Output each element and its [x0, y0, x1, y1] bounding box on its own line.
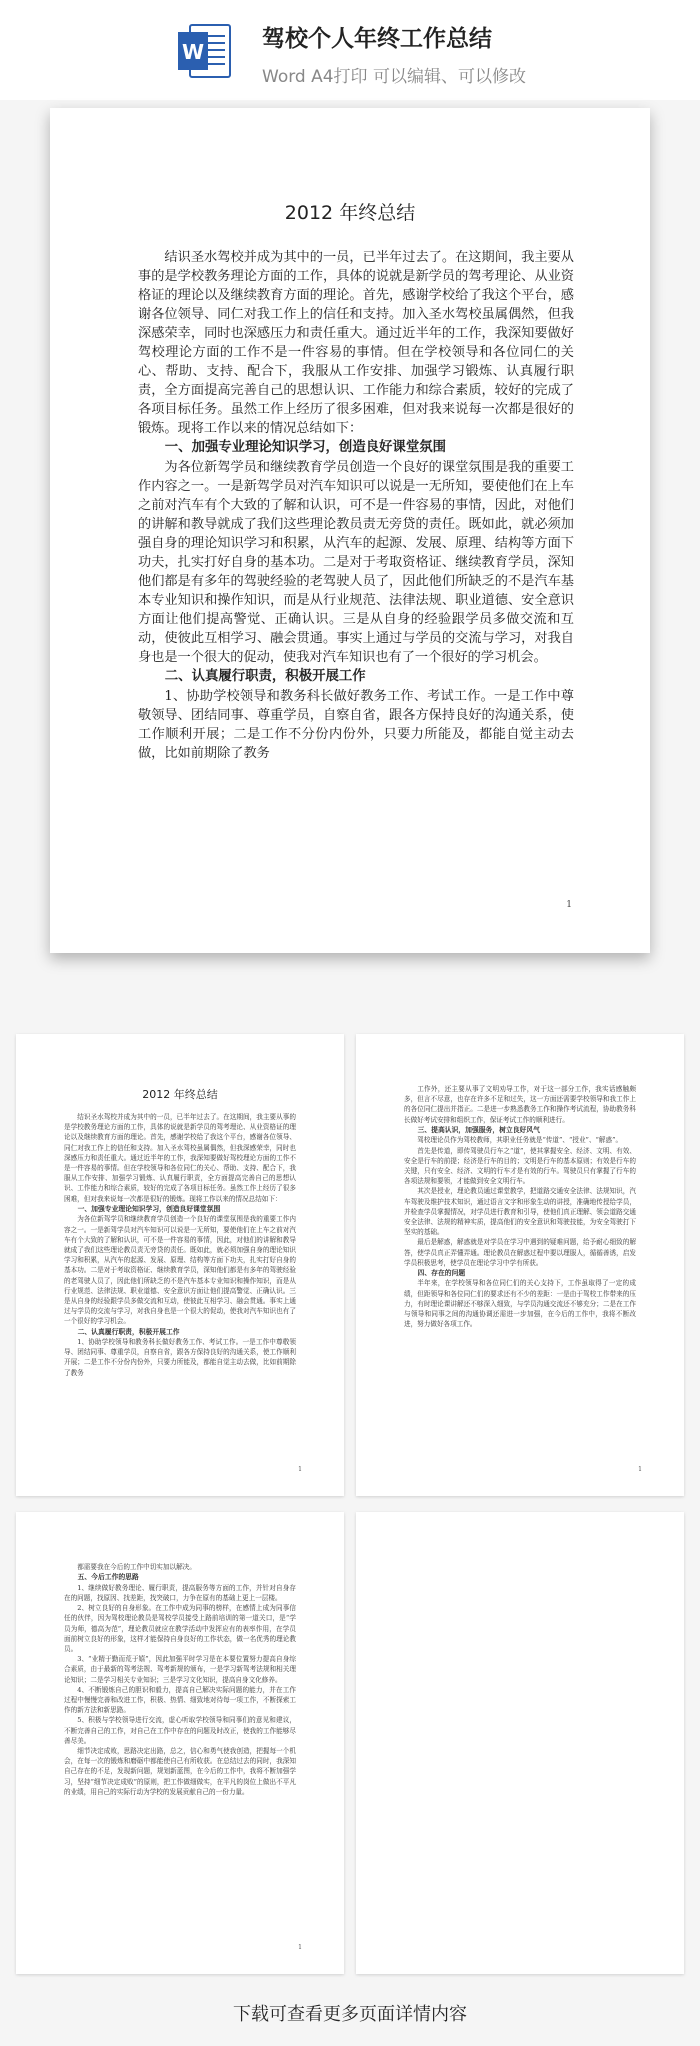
- section-heading: 一、加强专业理论知识学习，创造良好课堂氛围: [164, 440, 446, 455]
- thumbnail-section-heading: 五、今后工作的思路: [77, 1573, 139, 1582]
- document-title: 驾校个人年终工作总结: [262, 26, 492, 52]
- page-heading: 2012 年终总结: [284, 202, 416, 224]
- thumbnail-paragraph: 最后是解惑，解惑就是对学员在学习中遇到的疑难问题，给予耐心细致的解答，使学员真正弄懂弄通。理论教员在解惑过程中要以理服人，循循善诱，启发学员积极思考，使学员在理论学习中学有所获。: [404, 1238, 636, 1267]
- thumbnail-paragraph: 首先是传道，即传驾驶员行车之“道”，使其掌握安全、经济、文明、有效、安全是行车的前提；经济是行车的目的；文明是行车的基本原则；有效是行车的关键，只有安全、经济、文明的行车才是有效的行车。驾驶员只有掌握了行车的各项法规和要领，才能做到安全文明行车。: [404, 1146, 636, 1186]
- page-header: [0, 0, 700, 100]
- thumbnail-paragraph: 1、继续做好教务理论、履行职责，提高服务等方面的工作，并针对自身存在的问题，找原因、找差距，找突破口，力争在原有的基础上更上一层楼。: [64, 1583, 296, 1602]
- download-more-link[interactable]: 下载可查看更多页面详情内容: [233, 2004, 467, 2025]
- document-preview-page: [50, 108, 650, 953]
- intro-paragraph: 结识圣水驾校并成为其中的一员，已半年过去了。在这期间，我主要从事的是学校教务理论方面的工作，具体的说就是新学员的驾考理论、从业资格证的理论以及继续教育方面的理论。首先，感谢学校给了我这个平台，感谢各位领导、同仁对我工作上的信任和支持。加入圣水驾校虽属偶然，但我深感荣幸，同时也深感压力和责任重大。通过近半年的工作，我深知要做好驾校理论方面的工作不是一件容易的事情。但在学校领导和各位同仁的关心、帮助、支持、配合下，我服从工作安排、加强学习锻炼、认真履行职责，全方面提高完善自己的思想认识、工作能力和综合素质，较好的完成了各项目标任务。虽然工作上经历了很多困难，但对我来说每一次都是很好的锻炼。现将工作以来的情况总结如下：: [138, 250, 574, 436]
- thumbnail-paragraph: 细节决定成败，思路决定出路，总之，信心和勇气使我创造，把握每一个机会，在每一次的锻炼和磨砺中都能使自己有所收获。在总结过去的同时，我深知自己存在的不足，发现新问题，规划新蓝图，在今后的工作中，我将不断加强学习，坚持“细节决定成败”的原则，把工作做细做实，在平凡的岗位上做出不平凡的业绩，用自己的实际行动为学校的发展贡献自己的一份力量。: [64, 1746, 296, 1796]
- page-body: [138, 248, 574, 763]
- thumbnail-body: [64, 1562, 296, 1797]
- thumbnail-paragraph: 工作外，还主要从事了文明劝导工作，对于这一部分工作，我实话感触颇多，但言不尽意，也存在许多不足和过失，这一方面还需要学校领导和我工作上的各位同仁提出并指正。二是进一步熟悉教务工作和操作考试流程，协助教务科长做好考试安排和组织工作，保证考试工作的顺利进行。: [404, 1085, 636, 1124]
- page-thumbnail-4[interactable]: [356, 1512, 684, 1974]
- thumbnail-paragraph: 半年来，在学校领导和各位同仁们的关心支持下，工作虽取得了一定的成绩，但距领导和各位同仁们的要求还有不少的差距：一是由于驾校工作带来的压力，有时理论课讲解还不够深入细致，与学员沟通交流还不够充分；二是在工作与领导和同事之间的沟通协调还需进一步加强，在今后的工作中，我将不断改进，努力做好各项工作。: [404, 1279, 636, 1329]
- page-thumbnail-1[interactable]: [16, 1034, 344, 1496]
- thumbnail-paragraph: 为各位新驾学员和继续教育学员创造一个良好的课堂氛围是我的重要工作内容之一。一是新驾学员对汽车知识可以说是一无所知，要使他们在上车之前对汽车有个大致的了解和认识，可不是一件容易的事情，因此，对他们的讲解和教导就成了我们这些理论教员责无旁贷的责任。既如此，就必须加强自身的理论知识学习和积累，从汽车的起源、发展、原理、结构等方面下功夫，扎实打好自身的基本功。二是对于考取资格证、继续教育学员，深知他们都是有多年的驾驶经验的老驾驶人员了，因此他们所缺乏的不是汽车基本专业知识和操作知识，而是从行业规范、法律法规、职业道德、安全意识方面让他们提高警觉、正确认识。三是从自身的经验跟学员多做交流和互动，使彼此互相学习、融会贯通。事实上通过与学员的交流与学习，对我自身也是一个很大的促动，使我对汽车知识也有了一个很好的学习机会。: [64, 1215, 296, 1326]
- section-heading: 二、认真履行职责，积极开展工作: [164, 669, 366, 684]
- body-paragraph: 为各位新驾学员和继续教育学员创造一个良好的课堂氛围是我的重要工作内容之一。一是新驾学员对汽车知识可以说是一无所知，要使他们在上车之前对汽车有个大致的了解和认识，可不是一件容易的事情，因此，对他们的讲解和教导就成了我们这些理论教员责无旁贷的责任。既如此，就必须加强自身的理论知识学习和积累，从汽车的起源、发展、原理、结构等方面下功夫，扎实打好自身的基本功。二是对于考取资格证、继续教育学员，深知他们都是有多年的驾驶经验的老驾驶人员了，因此他们所缺乏的不是汽车基本专业知识和操作知识，而是从行业规范、法律法规、职业道德、安全意识方面让他们提高警觉、正确认识。三是从自身的经验跟学员多做交流和互动，使彼此互相学习、融会贯通。事实上通过与学员的交流与学习，对我自身也是一个很大的促动，使我对汽车知识也有了一个很好的学习机会。: [138, 460, 574, 665]
- thumbnail-paragraph: 其次是授业，理论教员通过课堂教学，把道路交通安全法律、法规知识，汽车驾驶及维护技术知识，通过语言文字和形象生动的讲授，准确地传授给学员，并检查学员掌握情况，对学员进行教育和引导，使他们真正理解、领会道路交通安全法律、法规的精神实质，提高他们的安全意识和驾驶技能，为安全驾驶打下坚实的基础。: [404, 1187, 636, 1237]
- thumbnail-section-heading: 二、认真履行职责，积极开展工作: [77, 1327, 180, 1336]
- thumbnail-paragraph: 结识圣水驾校并成为其中的一员，已半年过去了。在这期间，我主要从事的是学校教务理论方面的工作，具体的说就是新学员的驾考理论、从业资格证的理论以及继续教育方面的理论。首先，感谢学校给了我这个平台，感谢各位领导、同仁对我工作上的信任和支持。加入圣水驾校虽属偶然，但我深感荣幸，同时也深感压力和责任重大。通过近半年的工作，我深知要做好驾校理论方面的工作不是一件容易的事情。但在学校领导和各位同仁的关心、帮助、支持、配合下，我服从工作安排、加强学习锻炼、认真履行职责，全方面提高完善自己的思想认识、工作能力和综合素质，较好的完成了各项目标任务。虽然工作上经历了很多困难，但对我来说每一次都是很好的锻炼。现将工作以来的情况总结如下：: [64, 1113, 296, 1203]
- thumbnail-page-number: 1: [298, 1466, 302, 1473]
- thumbnail-paragraph: 5、积极与学校领导进行交流，虚心听取学校领导和同事们的意见和建议，不断完善自己的工作，对自己在工作中存在的问题及时改正，使我的工作能够尽善尽美。: [64, 1716, 296, 1745]
- page-thumbnail-3[interactable]: [16, 1512, 344, 1974]
- body-paragraph: 1、协助学校领导和教务科长做好教务工作、考试工作。一是工作中尊敬领导、团结同事、尊重学员，自察自省，跟各方保持良好的沟通关系，使工作顺利开展；二是工作不分份内份外，只要力所能及，都能自觉主动去做，比如前期除了教务: [138, 689, 574, 761]
- page-number: 1: [566, 900, 572, 910]
- thumbnail-body: [404, 1084, 636, 1329]
- thumbnail-paragraph: 1、协助学校领导和教务科长做好教务工作、考试工作。一是工作中尊敬领导、团结同事、尊重学员，自察自省，跟各方保持良好的沟通关系，使工作顺利开展；二是工作不分份内份外，只要力所能及，都能自觉主动去做，比如前期除了教务: [64, 1338, 296, 1377]
- thumbnail-page-number: 1: [638, 1466, 642, 1473]
- word-icon-letter: W: [181, 40, 205, 64]
- page-thumbnail-2[interactable]: [356, 1034, 684, 1496]
- thumbnail-section-heading: 四、存在的问题: [417, 1268, 466, 1277]
- thumbnail-paragraph: 驾校理论员作为驾校教师，其职业任务就是“传道”、“授业”、“解惑”。: [417, 1136, 623, 1145]
- thumbnail-section-heading: 三、提高认识，加强服务，树立良好风气: [417, 1125, 540, 1134]
- thumbnail-page-number: 1: [298, 1944, 302, 1951]
- document-subtitle: Word A4打印 可以编辑、可以修改: [262, 67, 526, 87]
- thumbnail-heading: 2012 年终总结: [142, 1088, 218, 1101]
- word-document-icon: [176, 22, 234, 80]
- thumbnail-paragraph: 2、树立良好的自身形象。在工作中成为同事的榜样，在感情上成为同事信任的伙伴，因为驾校理论教员是驾校学员接受上路前培训的第一道关口，是“学员为师，德高为范”，理论教员就应在教学活动中发挥应有的表率作用，在学员面前树立良好的形象，这样才能保持自身良好的工作状态，做一名优秀的理论教员。: [64, 1604, 296, 1653]
- thumbnail-paragraph: 3、“业精于勤而荒于嬉”，因此加强平时学习是在本要位置努力提高自身综合素质，由于最新的驾考法规、驾考新规的颁布，一是学习新驾考法规和相关理论知识；二是学习相关专业知识；三是学习文化知识，提高自身文化修养。: [64, 1655, 296, 1684]
- thumbnail-paragraph: 4、不断锻炼自己的胆识和毅力，提高自己解决实际问题的能力，并在工作过程中慢慢完善和改进工作，积极、热情、细致地对待每一项工作，不断探索工作的新方法和新思路。: [64, 1685, 296, 1715]
- thumbnail-paragraph: 都需要我在今后的工作中切实加以解决。: [77, 1563, 196, 1571]
- thumbnail-body: [64, 1112, 296, 1378]
- thumbnail-section-heading: 一、加强专业理论知识学习，创造良好课堂氛围: [77, 1204, 221, 1213]
